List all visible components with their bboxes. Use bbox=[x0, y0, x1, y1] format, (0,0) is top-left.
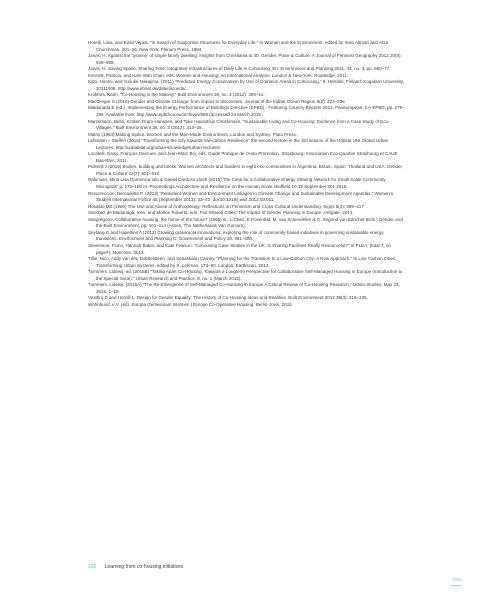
reference-entry: Maldonado E (ed.), Implementing the Energy Performance of Buildings Directive (EPBD) - Featuring Country Reports 2012, Paneuropean: CA-EPBD, pp. 279–286. Available from: http://www.epbd-ca.eu/archives/669 (accessed 24 March 2016 bbox=[88, 105, 405, 118]
reference-entry: Tummers, Lidewij. (2015A) “The Re-Emergence of Self-Managed Co-Housing in Europe A Critical Review of Co-Housing Research.” Urban Studies, May 23, 2015, 1–18. bbox=[88, 282, 400, 294]
reference-entry: Pickerill J (2015) Bodies, building and bricks: Women architects and builders in eight eco-communities in Argentina, Britain, Spain, Thailand and USA. Gender, Place & Culture 22(7): 901–919. bbox=[88, 164, 403, 176]
reference-entry: Rosaldo MZ (1980) The Use and Abuse of Anthropology: Reflections on Feminism and Cross-Cultural Understanding. Signs 5(3): 389–417. bbox=[88, 203, 366, 209]
reference-entry: Jarvis, H. Against the ‘tyranny’ of single-family dwelling: insights from Christiania at 40. Gender, Place & Culture: A Journal of Feminist Geography 2012 20(8): 939–959. bbox=[88, 53, 402, 65]
reference-entry: Horelli, Liisa, and Kirsti Vepsä. “In Search of Supportive Structures for Everyday Life.” In Women and the Environment, edited by Irwin Altman and Arza Churchman, 201–26. New York: Plenum Press, 1994. bbox=[88, 40, 389, 52]
reference-entry: Sangregorio, Collaborative housing: the home of the future? (1995) in.. L.Cttes, E.Poventud, M. van Schendelen & G. Segond von Banchet (Eds.) Gender and the Built Environment, pp. 101–114 (Assen, The Netherlands Van Gorcum). bbox=[88, 216, 403, 229]
reference-entry: Kido, Hiromi, and Yusuke Nakajima. (2011) “Predicted Energy Conservation by Use of Common Areas in Cohousing,” 6. Helsinki, Finland: Kogakuin University, 20111008. http://www.irbnet.de/daten/iconda/... bbox=[88, 79, 404, 91]
reference-entry: MacGregor S (2010) Gender and Climate CHange: from impact to discourses. Journal of the Indian Ocean Region 6(2): 223–238. bbox=[88, 98, 346, 104]
reference-entry: Tillie, Nico, Andy van den Dobbelsteen, and Sebastiaan Carney. “Planning for the Transition to a Low-Carbon City: A New Approach.” In Low Carbon Cities: Transforming Urban Systems, edited by S. Lehman, 173–90. London: Earthscan, 2014. bbox=[88, 256, 397, 268]
reference-entry: Matrix (1984) Making Space: Women and the Man-Made Environment. London and Sydney: Pluto Press. bbox=[88, 131, 298, 137]
reference-entry: Jarvis, H. Saving Space, Sharing Time: Integrated Infrastructures of Daily Life in Cohousing. En: Environment and Planning 2011. 43, no. 3, pp. 560–77. bbox=[88, 66, 391, 72]
reference-list bbox=[88, 40, 406, 308]
reference-entry: Seyfang G and Haxeltine A (2012) Growing grassroots innovations: exploring the role of community-based initiatives in governing sustainable energy transitions. Environment and Planning C: Government and Policy 30: 381–400. bbox=[88, 229, 384, 242]
page-number: 222 bbox=[88, 564, 97, 570]
reference-entry: Lehmann – Steffen (2016) “Transforming the City towards low-carbon Resilience” the second lecture in the 3rd season of the Habitat UNI Global Urban Lectures: http://unhabitat.org/urban-knowledge/urban-lectures/ bbox=[88, 138, 389, 150]
toc-link[interactable]: TOC bbox=[451, 577, 462, 582]
toc-underline bbox=[450, 585, 462, 586]
reference-entry: Kennett, Patricia, and Kam Wah Chan, eds. Women and Housing: An International Analysis. London & New York: Routledge, 2011. bbox=[88, 72, 349, 78]
running-title: Learning from co-housing initiatives bbox=[104, 564, 184, 570]
page-footer bbox=[88, 564, 183, 571]
reference-entry: Stevenson, Fionn, Hannah Baker, and Kate Fewson. “Cohousing Case Studies in the UK: Is Sharing Facilities Really Resourceful?” In PLEA, (total 7, no page#). Munchen, 2013. bbox=[88, 242, 391, 255]
reference-entry: Rahimian, Mina Lisa Domenica Iulo & Daniel Cardoso Llach (2015) The Case for a Collaborative Energy Sharing Network for Small Scale Community Microgrids” p. 173–180 In: Proceedings Architecture and Resilience on the Human Scale sheffield 10-12 September 201 2015. bbox=[88, 177, 386, 190]
reference-entry: Resurrección, Bernadette P. (2013) “Persistent Women and Environment Linkages in Climate Change and Sustainable Development Agendas.” Women’s Studies International Forum 40 (September 2013): 33–43. doi:10.1016/j.wsif.2013.03.011. bbox=[88, 190, 394, 203]
reference-entry: Vestbro D and Horelli L. Design for Gender Equality: The History of Co-Housing Ideas and Realities. Built Environment 2012 38(3): 315–335. bbox=[88, 295, 368, 301]
reference-entry: Wohnbund, e.V. (ed). Europa Gemeinsam Wohnen | Europe Co-Operative Housing. Berlin-Jovis, 2015. bbox=[88, 301, 293, 307]
reference-entry: Sanchez de Madariaga, Inés, and Marion Roberts, eds. Fair Shared Cities: The Impact of Gender Planning in Europe. Ashgate, 2013. bbox=[88, 210, 354, 216]
reference-entry: Krokfors, Karin. “Co-Housing in the Making.” Built Environment 38, no. 3 (2012): 309–14. bbox=[88, 92, 265, 98]
reference-entry: Tummers, Lidewij, ed. (2015B) “Taking Apart Co-Housing. Towards a Longterm Perspective for Collaborative Self-Managed Housing in Europe (Introduction to the Special Issue).” Urban Research and Practice, 8, no. 1 (March 2015). bbox=[88, 269, 403, 281]
reference-entry: Marckmann, Bella, Kirsten Gram-Hanssen, and Toke Haunstrup Christensen. “Sustainable Living and Co-Housing: Evidence from a Case Study of Eco-Villages.” Built Environment 38, no. 3 (2012): 413–29. bbox=[88, 118, 390, 131]
reference-entry: Locatelli, Daisy, François Desrues, and Jean-Marc Bry, eds. Guide Pratique de l’Auto-Promotion. Strasbourg: Association Eco-Quartier Strasbourg et CAUE Bas-Rhin, 2011. bbox=[88, 151, 398, 163]
